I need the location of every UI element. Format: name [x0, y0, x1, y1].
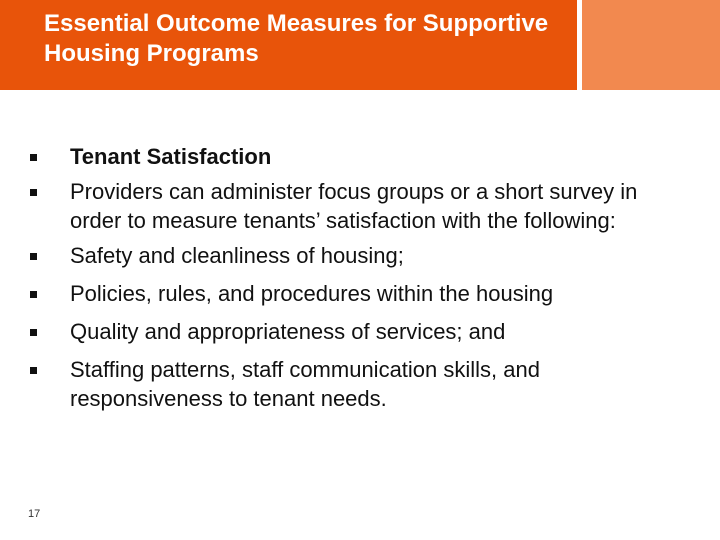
bullet-text: Safety and cleanliness of housing;: [70, 243, 404, 268]
bullet-item: [30, 355, 690, 413]
bullet-text: Policies, rules, and procedures within the housing: [70, 281, 554, 306]
page-number: 17: [28, 508, 41, 520]
bullet-text: Providers can administer focus groups or a short survey in order to measure tenants’ satisfaction with the following:: [70, 179, 638, 233]
bullet-item: [30, 241, 690, 270]
square-bullet-icon: [30, 154, 37, 161]
square-bullet-icon: [30, 367, 37, 374]
bullet-item: [30, 317, 690, 346]
square-bullet-icon: [30, 189, 37, 196]
bullet-text: Tenant Satisfaction: [70, 144, 272, 169]
bullet-item: [30, 279, 690, 308]
square-bullet-icon: [30, 291, 37, 298]
bullet-item: [30, 177, 690, 235]
square-bullet-icon: [30, 329, 37, 336]
bullet-text: Staffing patterns, staff communication skills, and responsiveness to tenant needs.: [70, 357, 540, 411]
slide-title: Essential Outcome Measures for Supportive Housing Programs: [44, 10, 549, 67]
square-bullet-icon: [30, 253, 37, 260]
bullet-list: [30, 142, 690, 422]
bullet-item: [30, 142, 690, 171]
bullet-text: Quality and appropriateness of services; and: [70, 319, 506, 344]
header-accent-block: [582, 0, 720, 90]
